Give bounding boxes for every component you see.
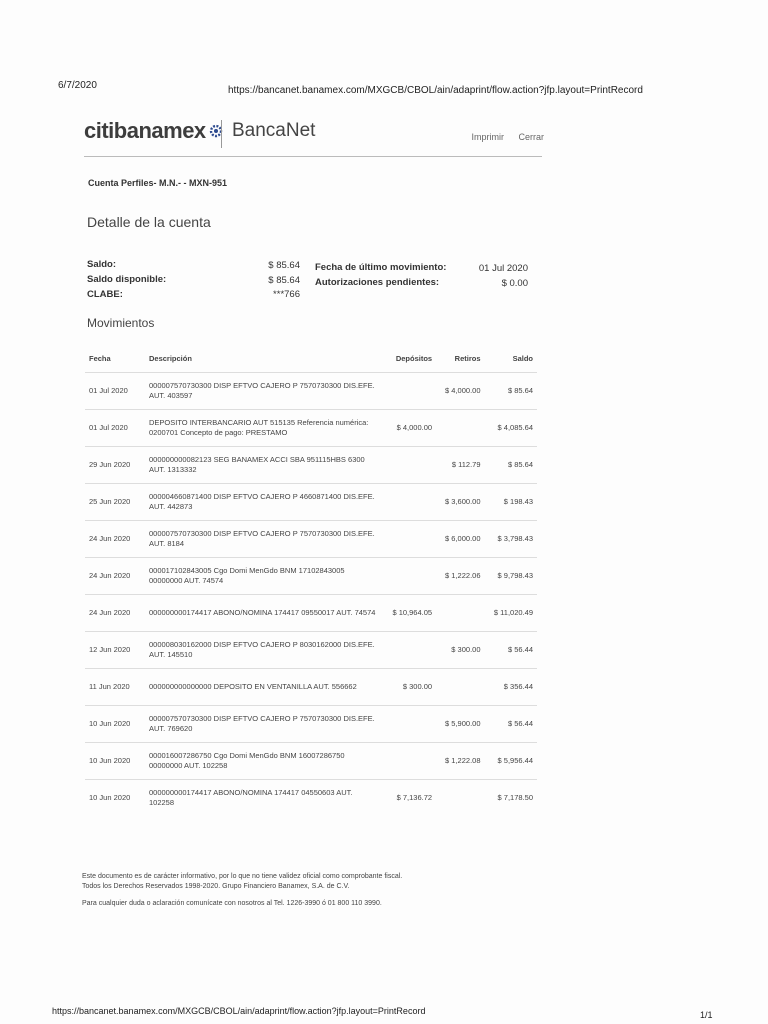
cell-retiro: $ 300.00 [436, 632, 484, 669]
logo-text: citibanamex [84, 118, 206, 143]
footer-line-2: Todos los Derechos Reservados 1998-2020. Grupo Financiero Banamex, S.A. de C.V. [82, 883, 350, 890]
cell-fecha: 24 Jun 2020 [85, 558, 145, 595]
cell-descripcion: 000017102843005 Cgo Domi MenGdo BNM 17102843005 00000000 AUT. 74574 [145, 558, 383, 595]
table-row [85, 484, 537, 521]
cell-deposito [383, 521, 436, 558]
cell-saldo: $ 7,178.50 [485, 780, 538, 817]
cell-fecha: 24 Jun 2020 [85, 521, 145, 558]
cell-retiro: $ 112.79 [436, 447, 484, 484]
cell-fecha: 12 Jun 2020 [85, 632, 145, 669]
cell-descripcion: DEPOSITO INTERBANCARIO AUT 515135 Referencia numérica: 0200701 Concepto de pago: PRESTAMO [145, 410, 383, 447]
cell-deposito [383, 632, 436, 669]
cell-descripcion: 000007570730300 DISP EFTVO CAJERO P 7570730300 DIS.EFE. AUT. 769620 [145, 706, 383, 743]
cell-retiro: $ 4,000.00 [436, 373, 484, 410]
cell-saldo: $ 356.44 [485, 669, 538, 706]
table-row [85, 743, 537, 780]
footer-disclaimer [82, 872, 402, 892]
top-links [459, 132, 544, 142]
cell-descripcion: 000000000174417 ABONO/NOMINA 174417 09550017 AUT. 74574 [145, 595, 383, 632]
col-retiros: Retiros [454, 353, 481, 363]
product-name: BancaNet [232, 120, 316, 141]
table-row [85, 595, 537, 632]
cell-fecha: 25 Jun 2020 [85, 484, 145, 521]
clabe-label: CLABE: [87, 289, 123, 300]
cell-fecha: 01 Jul 2020 [85, 373, 145, 410]
print-date: 6/7/2020 [58, 80, 97, 91]
print-link[interactable]: Imprimir [471, 132, 504, 142]
cell-deposito: $ 300.00 [383, 669, 436, 706]
table-row [85, 447, 537, 484]
cell-retiro: $ 1,222.08 [436, 743, 484, 780]
cell-retiro: $ 3,600.00 [436, 484, 484, 521]
cell-retiro [436, 595, 484, 632]
citibanamex-logo [84, 118, 224, 144]
clabe-value: ***766 [273, 289, 300, 300]
cell-descripcion: 000007570730300 DISP EFTVO CAJERO P 7570730300 DIS.EFE. AUT. 8184 [145, 521, 383, 558]
movements-table [85, 344, 537, 816]
col-depositos: Depósitos [395, 353, 433, 363]
cell-deposito [383, 558, 436, 595]
table-row [85, 706, 537, 743]
table-row [85, 410, 537, 447]
table-row [85, 780, 537, 817]
cell-saldo: $ 3,798.43 [485, 521, 538, 558]
cell-deposito: $ 7,136.72 [383, 780, 436, 817]
cell-saldo: $ 85.64 [485, 447, 538, 484]
cell-retiro [436, 780, 484, 817]
cell-saldo: $ 198.43 [485, 484, 538, 521]
cell-deposito [383, 743, 436, 780]
close-link[interactable]: Cerrar [518, 132, 544, 142]
cell-deposito [383, 447, 436, 484]
cell-retiro: $ 5,900.00 [436, 706, 484, 743]
autorizaciones-value: $ 0.00 [501, 278, 528, 289]
header-divider [84, 156, 542, 157]
print-url: https://bancanet.banamex.com/MXGCB/CBOL/ain/adaprint/flow.action?jfp.layout=PrintRecord [228, 85, 643, 96]
cell-saldo: $ 85.64 [485, 373, 538, 410]
cell-deposito [383, 484, 436, 521]
footer-contact: Para cualquier duda o aclaración comunícate con nosotros al Tel. 1226-3990 ó 01 800 110 3990. [82, 900, 382, 907]
cell-retiro: $ 1,222.06 [436, 558, 484, 595]
saldo-value: $ 85.64 [268, 260, 300, 271]
account-name: Cuenta Perfiles- M.N.- - MXN-951 [88, 178, 228, 188]
col-saldo: Saldo [512, 353, 533, 363]
header [84, 118, 544, 150]
print-footer-url: https://bancanet.banamex.com/MXGCB/CBOL/ain/adaprint/flow.action?jfp.layout=PrintRecord [52, 1006, 426, 1016]
cell-retiro [436, 410, 484, 447]
cell-descripcion: 000000000082123 SEG BANAMEX ACCI SBA 951115HBS 6300 AUT. 1313332 [145, 447, 383, 484]
cell-deposito: $ 4,000.00 [383, 410, 436, 447]
cell-saldo: $ 56.44 [485, 706, 538, 743]
cell-descripcion: 000016007286750 Cgo Domi MenGdo BNM 16007286750 00000000 AUT. 102258 [145, 743, 383, 780]
cell-fecha: 10 Jun 2020 [85, 743, 145, 780]
movements-title: Movimientos [87, 316, 155, 330]
cell-saldo: $ 11,020.49 [485, 595, 538, 632]
cell-saldo: $ 9,798.43 [485, 558, 538, 595]
table-row [85, 521, 537, 558]
table-row [85, 669, 537, 706]
autorizaciones-label: Autorizaciones pendientes: [315, 277, 440, 288]
cell-fecha: 29 Jun 2020 [85, 447, 145, 484]
cell-descripcion: 000008030162000 DISP EFTVO CAJERO P 8030162000 DIS.EFE. AUT. 145510 [145, 632, 383, 669]
disponible-value: $ 85.64 [268, 275, 300, 286]
ultimo-label: Fecha de último movimiento: [315, 262, 447, 273]
table-row [85, 632, 537, 669]
cell-descripcion: 000004660871400 DISP EFTVO CAJERO P 4660871400 DIS.EFE. AUT. 442873 [145, 484, 383, 521]
cell-retiro [436, 669, 484, 706]
cell-descripcion: 000000000174417 ABONO/NOMINA 174417 04550603 AUT. 102258 [145, 780, 383, 817]
cell-descripcion: 000000000000000 DEPOSITO EN VENTANILLA AUT. 556662 [145, 669, 383, 706]
page-number: 1/1 [700, 1010, 713, 1020]
col-descripcion: Descripción [149, 353, 192, 363]
cell-deposito [383, 373, 436, 410]
table-row [85, 373, 537, 410]
cell-fecha: 10 Jun 2020 [85, 780, 145, 817]
cell-fecha: 01 Jul 2020 [85, 410, 145, 447]
cell-saldo: $ 56.44 [485, 632, 538, 669]
logo-divider [221, 120, 222, 148]
table-row [85, 558, 537, 595]
footer-line-1: Este documento es de carácter informativo, por lo que no tiene validez oficial como comprobante fiscal. [82, 873, 403, 880]
cell-deposito [383, 706, 436, 743]
cell-fecha: 10 Jun 2020 [85, 706, 145, 743]
saldo-label: Saldo: [87, 259, 117, 270]
cell-descripcion: 000007570730300 DISP EFTVO CAJERO P 7570730300 DIS.EFE. AUT. 403597 [145, 373, 383, 410]
cell-fecha: 11 Jun 2020 [85, 669, 145, 706]
cell-retiro: $ 6,000.00 [436, 521, 484, 558]
table-header [85, 344, 537, 373]
col-fecha: Fecha [89, 353, 111, 363]
cell-deposito: $ 10,964.05 [383, 595, 436, 632]
disponible-label: Saldo disponible: [87, 274, 167, 285]
cell-fecha: 24 Jun 2020 [85, 595, 145, 632]
ultimo-value: 01 Jul 2020 [478, 263, 528, 274]
cell-saldo: $ 4,085.64 [485, 410, 538, 447]
cell-saldo: $ 5,956.44 [485, 743, 538, 780]
detail-title: Detalle de la cuenta [87, 214, 211, 230]
